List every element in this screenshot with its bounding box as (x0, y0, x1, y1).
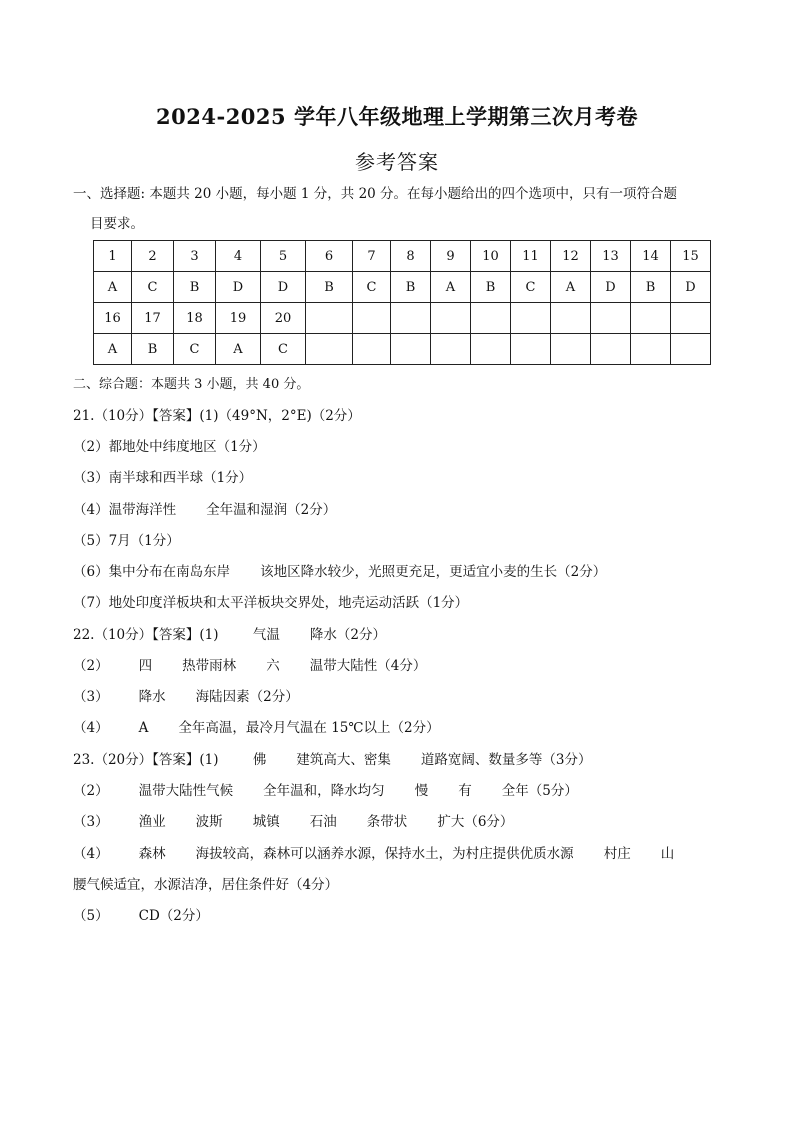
answer-cell (631, 303, 671, 334)
answer-cell: 10 (471, 241, 511, 272)
q23-answer: 23.（20分）【答案】(1) 佛 建筑高大、密集 道路宽阔、数量多等（3分） (73, 752, 592, 768)
q21-part3: （3）南半球和西半球（1分） (73, 470, 253, 486)
page-subtitle: 参考答案 (355, 150, 439, 174)
answer-cell (551, 334, 591, 365)
answer-cell: B (132, 334, 174, 365)
answer-cell (353, 334, 391, 365)
answer-cell (391, 303, 431, 334)
q21-part2: （2）都地处中纬度地区（1分） (73, 439, 266, 455)
answer-cell (511, 303, 551, 334)
q23-part4: （4） 森林 海拔较高，森林可以涵养水源，保持水土，为村庄提供优质水源 村庄 山 (73, 846, 675, 862)
q23-part4-cont: 腰气候适宜，水源洁净，居住条件好（4分） (73, 877, 339, 893)
answer-cell (391, 334, 431, 365)
answer-cell: D (591, 272, 631, 303)
answer-table-row (94, 241, 711, 272)
answer-cell (471, 303, 511, 334)
answer-table-row (94, 303, 711, 334)
q21-part5: （5）7月（1分） (73, 533, 180, 549)
answer-cell: A (94, 272, 132, 303)
answer-cell: 15 (671, 241, 711, 272)
answer-cell (631, 334, 671, 365)
answer-cell: B (391, 272, 431, 303)
answer-cell: 6 (306, 241, 353, 272)
answer-cell (591, 303, 631, 334)
answer-table-row (94, 272, 711, 303)
answer-cell (591, 334, 631, 365)
answer-cell: 14 (631, 241, 671, 272)
section1-intro-line1: 一、选择题: 本题共 20 小题，每小题 1 分，共 20 分。在每小题给出的四个选项中，只有一项符合题 (73, 186, 678, 202)
answer-cell: D (216, 272, 261, 303)
answer-cell: 19 (216, 303, 261, 334)
q21-part7: （7）地处印度洋板块和太平洋板块交界处，地壳运动活跃（1分） (73, 595, 469, 611)
q22-part4: （4） A 全年高温，最冷月气温在 15℃以上（2分） (73, 720, 440, 736)
answer-cell (551, 303, 591, 334)
q22-part2: （2） 四 热带雨林 六 温带大陆性（4分） (73, 658, 427, 674)
answer-cell (353, 303, 391, 334)
answer-cell (671, 334, 711, 365)
answer-cell: A (551, 272, 591, 303)
answer-cell: A (94, 334, 132, 365)
answer-cell: C (353, 272, 391, 303)
q22-part3: （3） 降水 海陆因素（2分） (73, 689, 299, 705)
page-title: 2024-2025 学年八年级地理上学期第三次月考卷 (156, 104, 638, 129)
answer-cell: 4 (216, 241, 261, 272)
answer-cell: 16 (94, 303, 132, 334)
answer-cell: 18 (174, 303, 216, 334)
answer-cell: 7 (353, 241, 391, 272)
answer-cell (431, 303, 471, 334)
answer-cell: C (174, 334, 216, 365)
answer-cell: D (671, 272, 711, 303)
answer-table (93, 240, 711, 365)
q21-part4: （4）温带海洋性 全年温和湿润（2分） (73, 502, 337, 518)
q21-answer: 21.（10分）【答案】(1)（49°N，2°E)（2分） (73, 408, 361, 424)
answer-cell: 3 (174, 241, 216, 272)
answer-table-row (94, 334, 711, 365)
answer-cell (671, 303, 711, 334)
answer-cell: C (261, 334, 306, 365)
answer-cell: A (216, 334, 261, 365)
answer-cell: A (431, 272, 471, 303)
answer-cell: D (261, 272, 306, 303)
answer-cell: 1 (94, 241, 132, 272)
q23-part5: （5） CD（2分） (73, 908, 209, 924)
answer-cell: B (306, 272, 353, 303)
answer-cell: 11 (511, 241, 551, 272)
answer-cell (306, 303, 353, 334)
q21-part6: （6）集中分布在南岛东岸 该地区降水较少，光照更充足，更适宜小麦的生长（2分） (73, 564, 607, 580)
answer-cell: 8 (391, 241, 431, 272)
answer-cell: B (471, 272, 511, 303)
answer-cell (511, 334, 551, 365)
q23-part3: （3） 渔业 波斯 城镇 石油 条带状 扩大（6分） (73, 814, 514, 830)
answer-cell (431, 334, 471, 365)
answer-cell: C (132, 272, 174, 303)
answer-cell: B (631, 272, 671, 303)
q23-part2: （2） 温带大陆性气候 全年温和，降水均匀 慢 有 全年（5分） (73, 783, 578, 799)
answer-cell: 20 (261, 303, 306, 334)
q22-answer: 22.（10分）【答案】(1) 气温 降水（2分） (73, 627, 386, 643)
answer-cell: B (174, 272, 216, 303)
answer-cell: 13 (591, 241, 631, 272)
section2-intro: 二、综合题：本题共 3 小题，共 40 分。 (73, 377, 310, 392)
answer-cell: 9 (431, 241, 471, 272)
answer-cell: 17 (132, 303, 174, 334)
answer-cell (471, 334, 511, 365)
answer-cell: 12 (551, 241, 591, 272)
answer-cell (306, 334, 353, 365)
section1-intro-line2: 目要求。 (90, 216, 144, 232)
answer-cell: 2 (132, 241, 174, 272)
answer-cell: C (511, 272, 551, 303)
answer-cell: 5 (261, 241, 306, 272)
